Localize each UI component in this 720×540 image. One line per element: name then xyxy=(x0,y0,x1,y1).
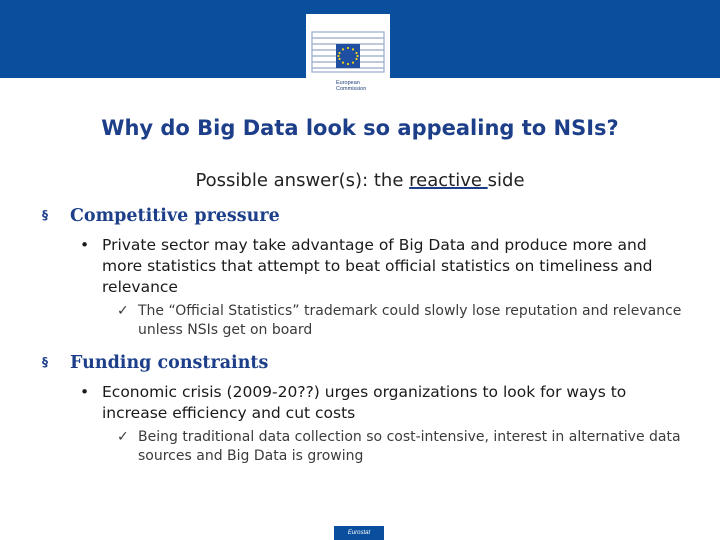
bullet-dot: • xyxy=(80,236,90,254)
subtitle-underlined: reactive xyxy=(409,170,488,191)
bullet-dot: • xyxy=(80,383,90,401)
bullet-text: Private sector may take advantage of Big Data and produce more and more statistics that attempt to beat official statistics on timeliness and relevance xyxy=(102,236,653,296)
section-heading-1 xyxy=(42,206,280,226)
section-heading-text: Competitive pressure xyxy=(70,206,280,226)
logo-text xyxy=(336,80,384,92)
subtitle-suffix: side xyxy=(487,170,525,191)
slide-subtitle xyxy=(0,170,720,191)
bullet-point-2 xyxy=(80,382,680,426)
european-commission-logo xyxy=(306,14,390,102)
eurostat-badge: Eurostat xyxy=(334,526,384,540)
logo-line-2: Commission xyxy=(336,86,367,92)
logo-line-1: European xyxy=(336,80,360,86)
subtitle-prefix: Possible answer(s): the xyxy=(195,170,410,191)
sub-point-1 xyxy=(117,302,687,342)
sub-point-2 xyxy=(117,428,687,468)
bullet-text: Economic crisis (2009-20??) urges organizations to look for ways to increase efficiency and cut costs xyxy=(102,383,627,422)
sub-point-text: The “Official Statistics” trademark could slowly lose reputation and relevance unless NSIs get on board xyxy=(138,303,682,338)
section-heading-2 xyxy=(42,353,268,373)
section-bullet: § xyxy=(42,208,48,222)
check-icon: ✓ xyxy=(117,429,129,445)
check-icon: ✓ xyxy=(117,303,129,319)
bullet-point-1 xyxy=(80,235,680,299)
section-bullet: § xyxy=(42,355,48,369)
slide-title: Why do Big Data look so appealing to NSIs? xyxy=(101,116,619,140)
sub-point-text: Being traditional data collection so cost-intensive, interest in alternative data sources and Big Data is growing xyxy=(138,429,681,464)
section-heading-text: Funding constraints xyxy=(70,353,269,373)
